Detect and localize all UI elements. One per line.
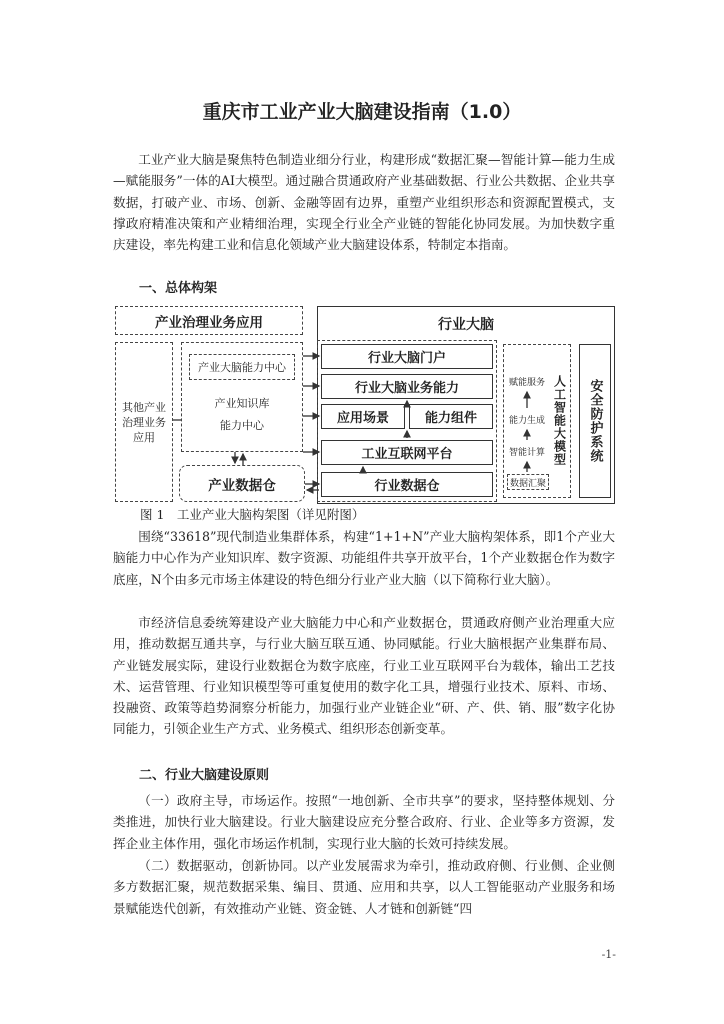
industry-data-warehouse-box: 行业数据仓 — [321, 472, 493, 497]
data-warehouse-box: 产业数据仓 — [179, 465, 305, 502]
governance-apps-box: 产业治理业务应用 — [115, 306, 303, 335]
flow-enable-label: 赋能服务 — [508, 377, 545, 388]
portal-box: 行业大脑门户 — [321, 344, 493, 369]
security-system-box: 安全防护系统 — [579, 344, 611, 498]
flow-generate-label: 能力生成 — [508, 415, 545, 426]
flow-compute-label: 智能计算 — [508, 447, 545, 458]
app-scenarios-box: 应用场景 — [321, 404, 405, 429]
section-heading-architecture: 一、总体构架 — [139, 281, 218, 296]
industry-brain-title: 行业大脑 — [438, 317, 494, 333]
architecture-diagram — [113, 300, 615, 505]
ai-model-label: 人工智能大模型 — [552, 374, 567, 466]
paragraph-coordination: 市经济信息委统筹建设产业大脑能力中心和产业数据仓，贯通政府侧产业治理重大应用，推动数据互通共享，与行业大脑互联互通、协同赋能。行业大脑根据产业集群布局、产业链发展实际，建设行业数据仓为数字底座，行业工业互联网平台为载体，输出工艺技术、运营管理、行业知识模型等可重复使用的数字化工具，增强行业技术、原料、市场、投融资、政策等趋势洞察分析能力，加强行业产业链企业“研、产、供、销、服”数字化协同能力，引领企业生产方式、业务模式、组织形态创新变革。 — [113, 615, 615, 737]
figure-caption: 图 1 工业产业大脑构架图（详见附图） — [140, 507, 365, 522]
page-title: 重庆市工业产业大脑建设指南（1.0） — [202, 101, 522, 123]
business-capability-box: 行业大脑业务能力 — [321, 374, 493, 399]
paragraph-framework: 围绕“33618”现代制造业集群体系，构建“1+1+N”产业大脑构架体系，即1个产业大脑能力中心作为产业知识库、数字资源、功能组件共享开放平台，1个产业数据仓作为数字底座，N个由多元市场主体建设的特色细分行业产业大脑（以下简称行业大脑）。 — [113, 529, 615, 587]
capability-components-box: 能力组件 — [409, 404, 493, 429]
iiot-platform-box: 工业互联网平台 — [321, 440, 493, 465]
capability-center-title-box: 产业大脑能力中心 — [189, 354, 295, 380]
paragraph-principle-1: （一）政府主导，市场运作。按照“一地创新、全市共享”的要求，坚持整体规划、分类推进，加快行业大脑建设。行业大脑建设应充分整合政府、行业、企业等多方资源，发挥企业主体作用，强化市场运作机制，实现行业大脑的长效可持续发展。 — [113, 793, 615, 851]
page-number: -1- — [601, 948, 616, 961]
other-apps-box: 其他产业治理业务应用 — [115, 342, 173, 502]
flow-collect-label: 数据汇聚 — [507, 474, 549, 490]
paragraph-principle-2: （二）数据驱动，创新协同。以产业发展需求为牵引，推动政府侧、行业侧、企业侧多方数据汇聚，规范数据采集、编目、贯通、应用和共享，以人工智能驱动产业服务和场景赋能迭代创新，有效推动产业链、资金链、人才链和创新链“四 — [113, 858, 615, 916]
capability-center-label: 能力中心 — [220, 419, 264, 432]
section-heading-principles: 二、行业大脑建设原则 — [139, 768, 270, 783]
diagram-arrows — [113, 300, 615, 505]
knowledge-base-label: 产业知识库 — [214, 397, 270, 410]
intro-paragraph: 工业产业大脑是聚焦特色制造业细分行业，构建形成“数据汇聚—智能计算—能力生成—赋能服务”一体的AI大模型。通过融合贯通政府产业基础数据、行业公共数据、企业共享数据，打破产业、市场、创新、金融等固有边界，重塑产业组织形态和资源配置模式，支撑政府精准决策和产业精细治理，实现全行业全产业链的智能化协同发展。为加快数字重庆建设，率先构建工业和信息化领域产业大脑建设体系，特制定本指南。 — [113, 152, 615, 253]
